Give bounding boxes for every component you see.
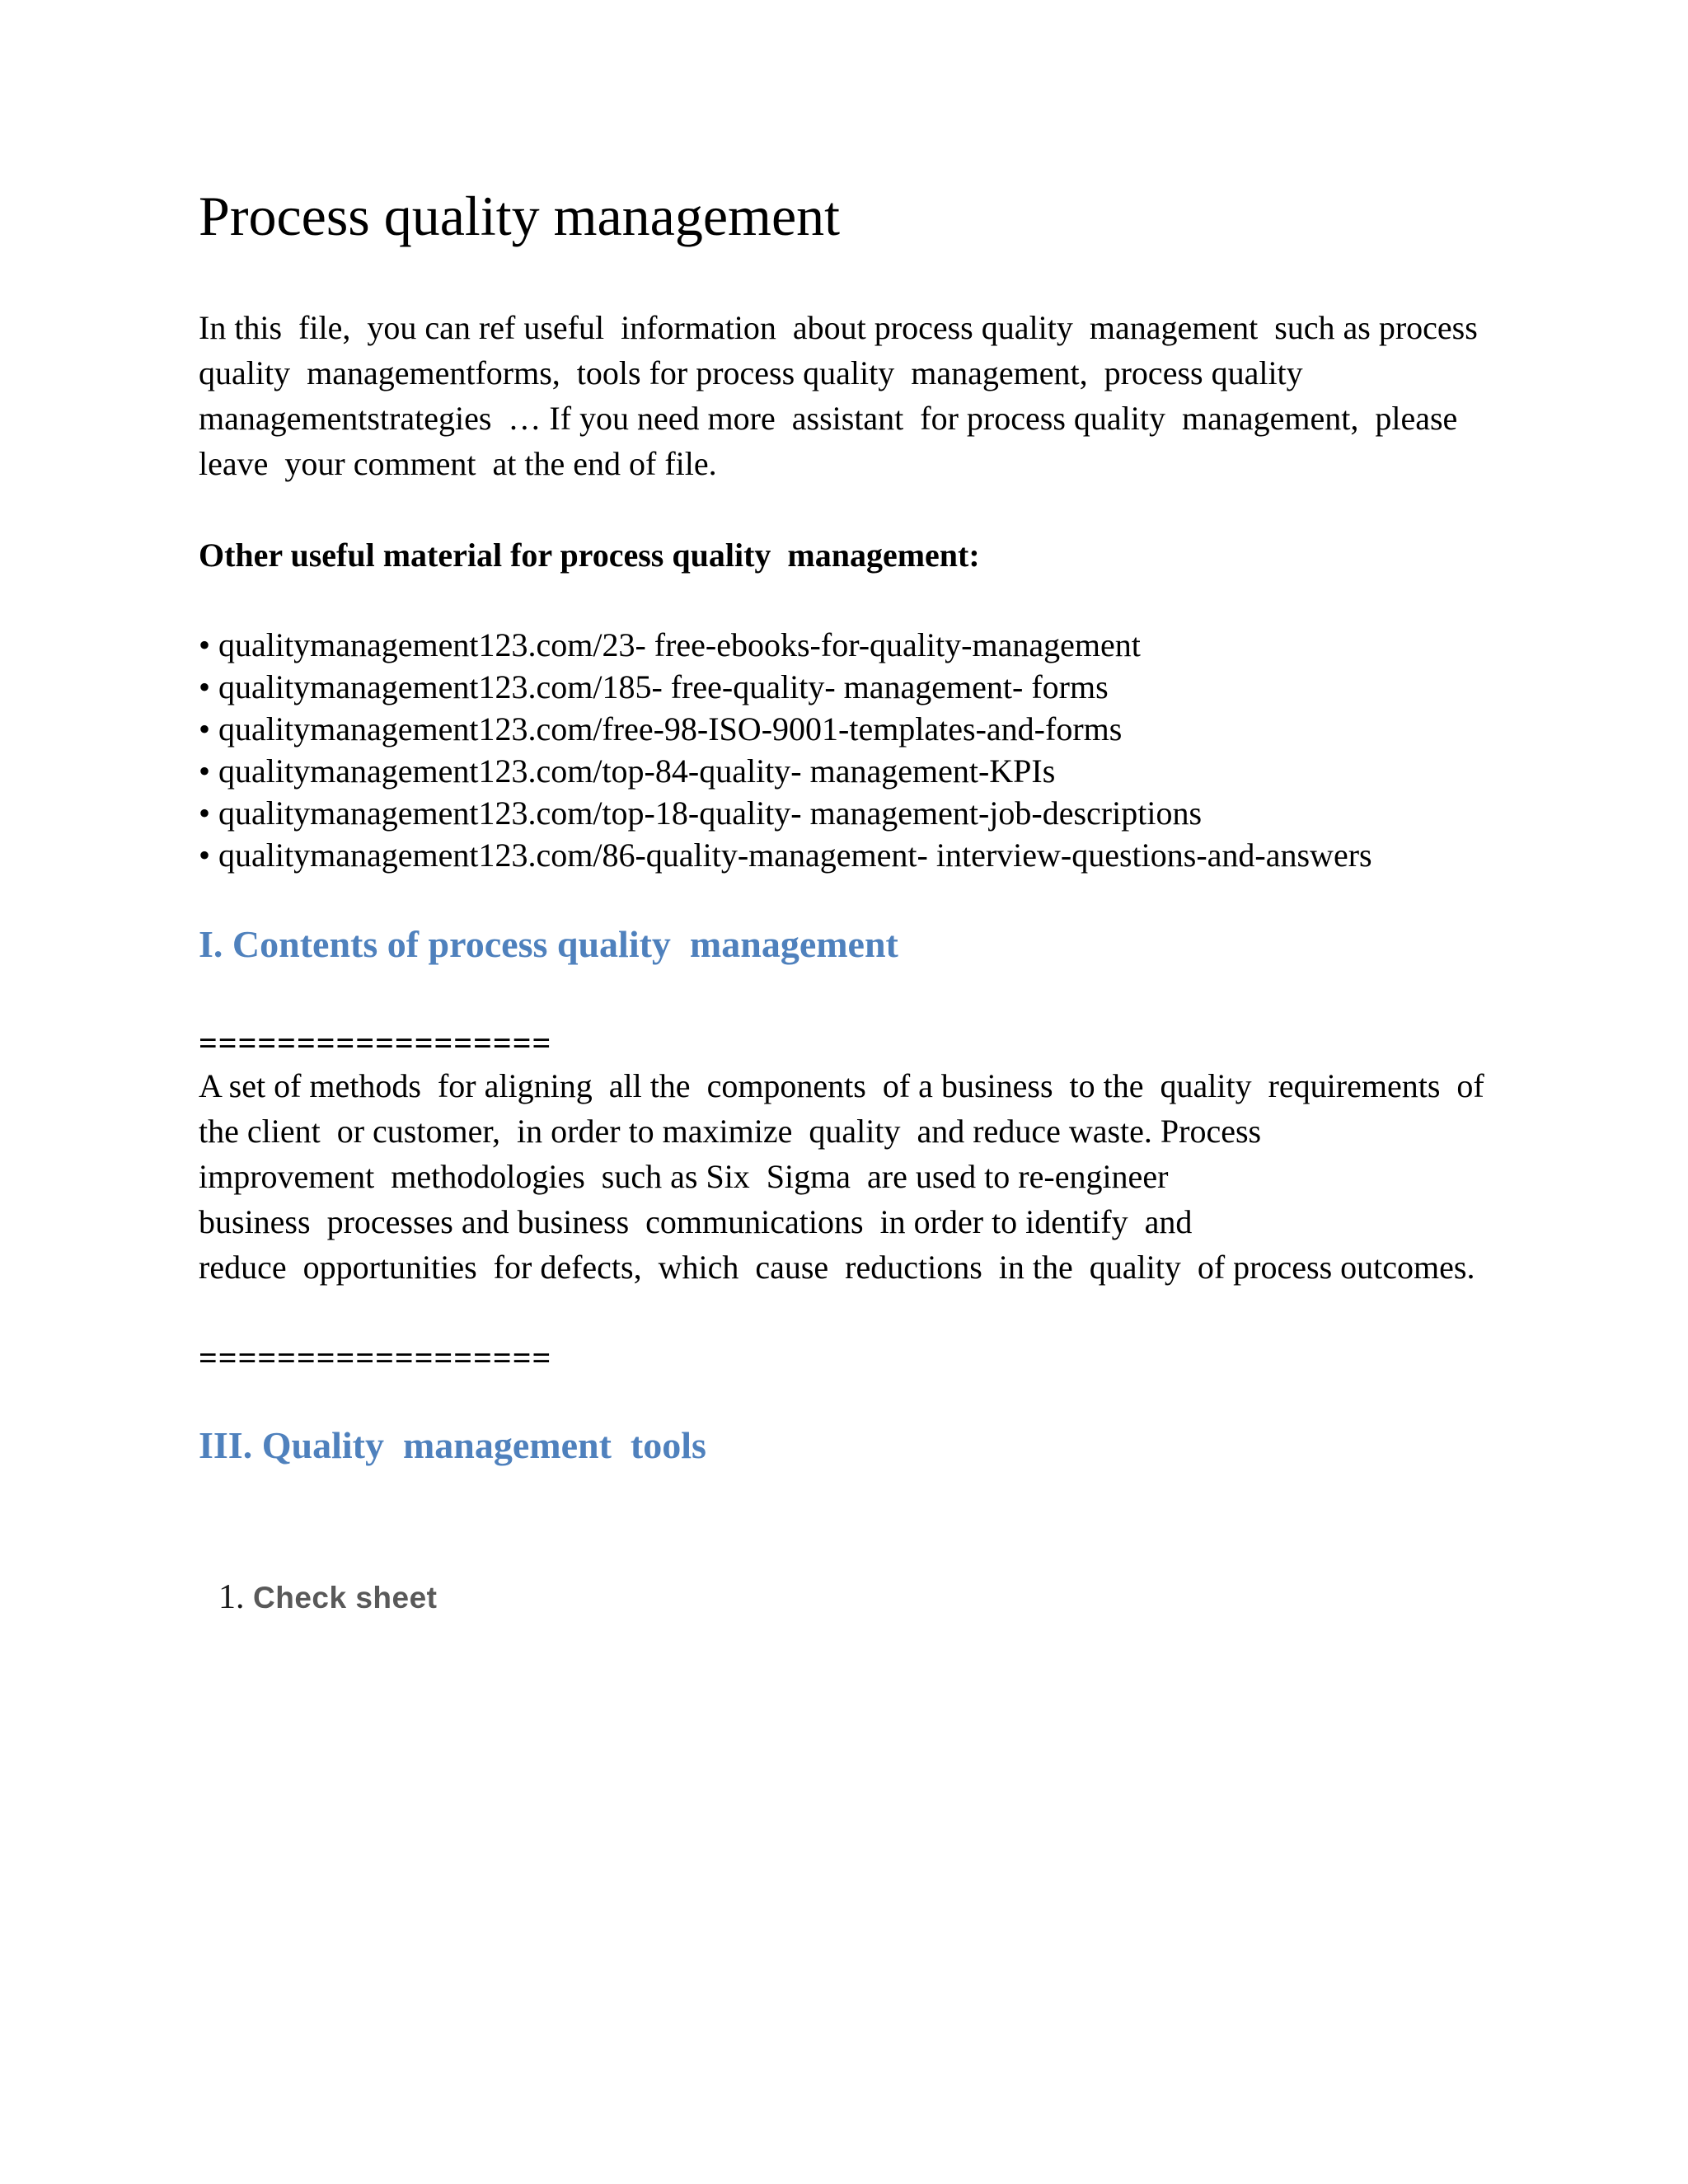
contents-line: improvement methodologies such as Six Sigma are used to re-engineer bbox=[199, 1158, 1169, 1195]
intro-line: quality managementforms, tools for process quality management, process quality bbox=[199, 354, 1303, 391]
intro-paragraph bbox=[199, 305, 1478, 486]
tool-label: Check sheet bbox=[253, 1581, 438, 1615]
resource-bullet-list bbox=[199, 624, 1372, 876]
intro-line: In this file, you can ref useful information about process quality management such as process bbox=[199, 309, 1478, 346]
material-heading: Other useful material for process quality management: bbox=[199, 537, 980, 574]
intro-line: managementstrategies … If you need more assistant for process quality management, please bbox=[199, 400, 1458, 437]
contents-paragraph bbox=[199, 1063, 1484, 1290]
contents-line: reduce opportunities for defects, which cause reductions in the quality of process outcomes. bbox=[199, 1249, 1475, 1286]
separator-line: ================== bbox=[199, 1339, 552, 1376]
resource-link-item: • qualitymanagement123.com/top-18-quality- management-job-descriptions bbox=[199, 792, 1372, 834]
contents-line: A set of methods for aligning all the components of a business to the quality requirements of bbox=[199, 1067, 1484, 1104]
resource-link-item: • qualitymanagement123.com/23- free-ebooks-for-quality-management bbox=[199, 624, 1372, 666]
contents-line: business processes and business communications in order to identify and bbox=[199, 1203, 1193, 1240]
resource-link-item: • qualitymanagement123.com/top-84-quality- management-KPIs bbox=[199, 750, 1372, 792]
contents-line: the client or customer, in order to maximize quality and reduce waste. Process bbox=[199, 1113, 1262, 1150]
tool-number: 1. bbox=[218, 1578, 253, 1616]
tool-item-check-sheet bbox=[199, 1563, 438, 1632]
page-title: Process quality management bbox=[199, 185, 841, 247]
resource-link-item: • qualitymanagement123.com/86-quality-management- interview-questions-and-answers bbox=[199, 834, 1372, 876]
resource-link-item: • qualitymanagement123.com/185- free-quality- management- forms bbox=[199, 666, 1372, 708]
section-heading-contents: I. Contents of process quality management bbox=[199, 923, 898, 965]
separator-line: ================== bbox=[199, 1024, 552, 1062]
resource-link-item: • qualitymanagement123.com/free-98-ISO-9001-templates-and-forms bbox=[199, 708, 1372, 750]
intro-line: leave your comment at the end of file. bbox=[199, 445, 717, 482]
section-heading-tools: III. Quality management tools bbox=[199, 1424, 706, 1466]
